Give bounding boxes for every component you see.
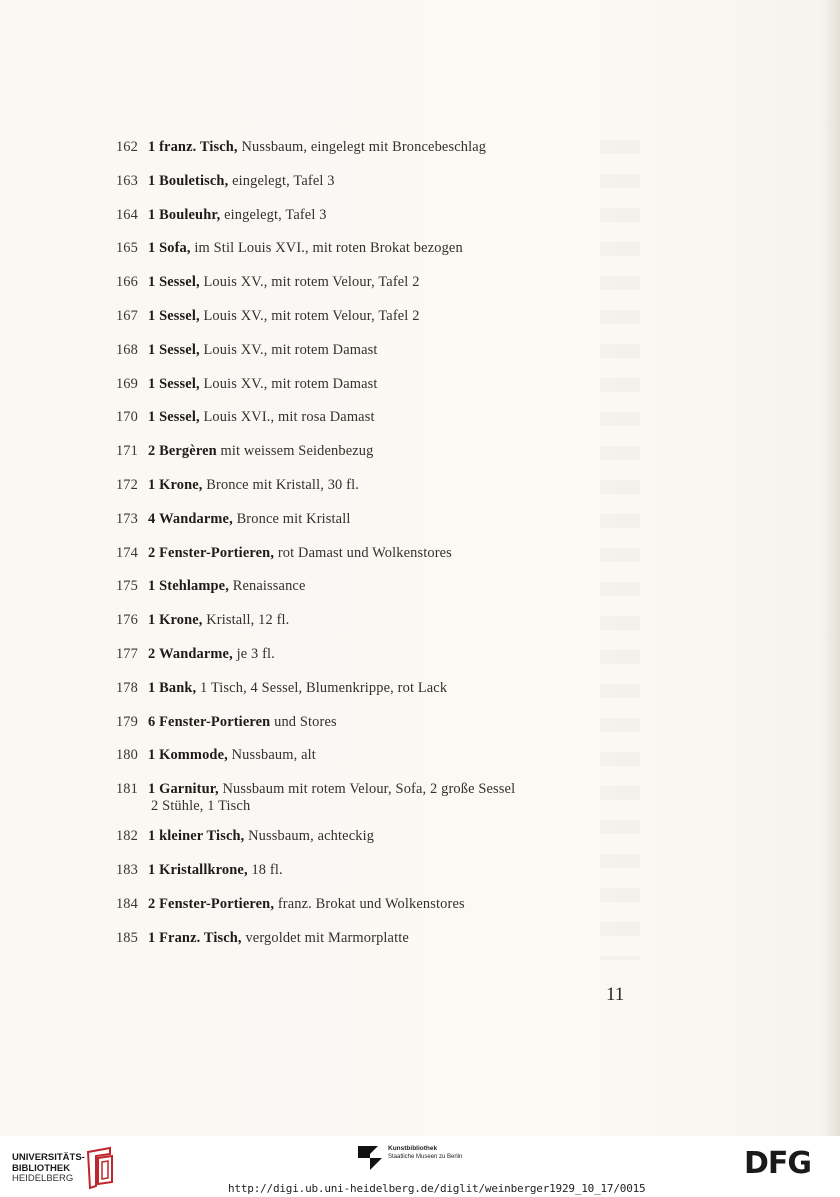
- entry-description: Louis XV., mit rotem Velour, Tafel 2: [203, 307, 420, 324]
- entry-description: je 3 fl.: [236, 645, 275, 662]
- entry-quantity: 1: [148, 375, 156, 392]
- dfg-logo[interactable]: DFG: [744, 1146, 812, 1181]
- page-number: 11: [606, 984, 625, 1005]
- entry-item-name: Fenster-Portieren,: [159, 895, 275, 912]
- entry-number: 166: [115, 274, 138, 291]
- entry-item-name: franz. Tisch,: [159, 139, 238, 155]
- entry-description: Nussbaum, alt: [231, 747, 316, 764]
- entry-text: [148, 857, 640, 883]
- catalog-entry: [0, 742, 840, 776]
- catalog-entry-list: [0, 134, 840, 958]
- entry-text: [148, 202, 640, 228]
- entry-description: Louis XV., mit rotem Velour, Tafel 2: [203, 274, 420, 291]
- entry-quantity: 2: [148, 443, 156, 460]
- entry-item-name: Bouleuhr,: [159, 206, 221, 223]
- entry-description: 1 Tisch, 4 Sessel, Blumenkrippe, rot Lack: [200, 679, 448, 696]
- entry-text: [148, 269, 640, 295]
- entry-number: 165: [115, 240, 138, 257]
- ub-heidelberg-logo-icon[interactable]: [84, 1146, 116, 1190]
- catalog-entry: [0, 540, 840, 574]
- kunstbibliothek-label: [388, 1145, 462, 1161]
- entry-text: [148, 168, 640, 194]
- catalog-entry: [0, 404, 840, 438]
- catalog-entry: [0, 641, 840, 675]
- entry-text: [148, 540, 640, 566]
- entry-number: 168: [115, 341, 138, 358]
- entry-text: [148, 573, 640, 599]
- entry-description: eingelegt, Tafel 3: [224, 206, 327, 223]
- permalink-url[interactable]: http://digi.ub.uni-heidelberg.de/diglit/weinberger1929_10_17/0015: [228, 1182, 646, 1195]
- entry-number: 176: [115, 612, 138, 629]
- entry-number: 179: [115, 713, 138, 730]
- catalog-entry: [0, 371, 840, 405]
- entry-text: [148, 472, 640, 498]
- catalog-entry: [0, 675, 840, 709]
- entry-description: Renaissance: [232, 578, 306, 595]
- entry-text: [148, 371, 640, 397]
- entry-text: [148, 925, 640, 951]
- entry-number: 182: [115, 828, 138, 845]
- catalog-entry: [0, 269, 840, 303]
- entry-number: 169: [115, 375, 138, 392]
- entry-item-name: Kommode,: [159, 747, 228, 764]
- ub-line-2: BIBLIOTHEK: [12, 1162, 71, 1174]
- entry-text: [148, 134, 640, 160]
- kb-line-1: Kunstbibliothek: [388, 1145, 438, 1152]
- entry-quantity: 1: [148, 341, 156, 358]
- kunstbibliothek-logo-icon[interactable]: [358, 1144, 382, 1170]
- catalog-entry: [0, 168, 840, 202]
- catalog-entry: [0, 202, 840, 236]
- entry-item-name: Sofa,: [159, 240, 191, 257]
- entry-quantity: 1: [148, 679, 156, 696]
- entry-text: [148, 742, 640, 768]
- entry-description: Bronce mit Kristall, 30 fl.: [206, 476, 359, 493]
- entry-number: 163: [115, 172, 138, 189]
- entry-description: Kristall, 12 fl.: [206, 612, 290, 629]
- catalog-entry: [0, 776, 840, 823]
- entry-description: Nussbaum mit rotem Velour, Sofa, 2 große Sessel: [222, 781, 516, 798]
- kb-line-2: Staatliche Museen zu Berlin: [388, 1154, 463, 1160]
- entry-description: 18 fl.: [251, 861, 283, 878]
- catalog-entry: [0, 303, 840, 337]
- entry-quantity: 1: [148, 206, 156, 223]
- entry-number: 167: [115, 307, 138, 324]
- catalog-entry: [0, 472, 840, 506]
- entry-item-name: Franz. Tisch,: [159, 929, 242, 946]
- entry-text: [148, 641, 640, 667]
- entry-quantity: 1: [148, 612, 156, 629]
- entry-quantity: 1: [148, 476, 156, 493]
- entry-description: Louis XV., mit rotem Damast: [203, 341, 378, 358]
- entry-item-name: Wandarme,: [159, 645, 233, 662]
- entry-item-name: Bouletisch,: [159, 172, 229, 189]
- entry-item-name: Bergèren: [159, 443, 217, 460]
- catalog-entry: [0, 235, 840, 269]
- entry-text: [148, 891, 640, 917]
- entry-number: 175: [115, 578, 138, 595]
- entry-item-name: Sessel,: [159, 274, 200, 291]
- entry-quantity: 2: [148, 895, 156, 912]
- entry-text: [148, 303, 640, 329]
- entry-number: 174: [115, 544, 138, 561]
- entry-description: im Stil Louis XVI., mit roten Brokat bezogen: [194, 240, 463, 257]
- catalog-entry: [0, 134, 840, 168]
- entry-text: [148, 776, 640, 814]
- entry-item-name: Kristallkrone,: [159, 861, 248, 878]
- entry-quantity: 1: [148, 781, 156, 798]
- entry-number: 170: [115, 409, 138, 426]
- catalog-entry: [0, 573, 840, 607]
- entry-description: Louis XV., mit rotem Damast: [203, 375, 378, 392]
- entry-number: 173: [115, 510, 138, 527]
- entry-quantity: 1: [148, 828, 156, 845]
- entry-number: 178: [115, 679, 138, 696]
- entry-text: [148, 675, 640, 701]
- entry-description-continued: 2 Stühle, 1 Tisch: [151, 798, 251, 815]
- entry-description: mit weissem Seidenbezug: [220, 443, 374, 460]
- entry-item-name: kleiner Tisch,: [159, 828, 245, 845]
- catalog-entry: [0, 337, 840, 371]
- entry-quantity: 1: [148, 578, 156, 595]
- entry-description: und Stores: [274, 713, 337, 730]
- entry-item-name: Garnitur,: [159, 781, 219, 798]
- catalog-entry: [0, 925, 840, 959]
- entry-item-name: Sessel,: [159, 341, 200, 358]
- entry-item-name: Wandarme,: [159, 510, 233, 527]
- entry-text: [148, 607, 640, 633]
- entry-quantity: 6: [148, 713, 156, 730]
- entry-item-name: Fenster-Portieren,: [159, 544, 275, 561]
- entry-quantity: 4: [148, 510, 156, 527]
- entry-number: 181: [115, 781, 138, 798]
- entry-number: 180: [115, 747, 138, 764]
- catalog-entry: [0, 709, 840, 743]
- entry-description: franz. Brokat und Wolkenstores: [277, 895, 465, 912]
- entry-text: [148, 235, 640, 261]
- entry-quantity: 1: [148, 172, 156, 189]
- entry-text: [148, 709, 640, 735]
- entry-quantity: 2: [148, 544, 156, 561]
- entry-description: Nussbaum, eingelegt mit Broncebeschlag: [241, 139, 487, 155]
- entry-text: [148, 404, 640, 430]
- entry-quantity: 1: [148, 307, 156, 324]
- ub-line-1: UNIVERSITÄTS-: [12, 1152, 85, 1163]
- entry-quantity: 1: [148, 747, 156, 764]
- entry-number: 172: [115, 476, 138, 493]
- entry-item-name: Sessel,: [159, 409, 200, 426]
- entry-quantity: 1: [148, 861, 156, 878]
- entry-description: Louis XVI., mit rosa Damast: [203, 409, 375, 426]
- entry-text: [148, 337, 640, 363]
- entry-number: 162: [115, 139, 138, 155]
- catalog-entry: [0, 607, 840, 641]
- entry-text: [148, 438, 640, 464]
- entry-number: 177: [115, 645, 138, 662]
- entry-quantity: 1: [148, 139, 156, 155]
- entry-quantity: 1: [148, 409, 156, 426]
- entry-description: eingelegt, Tafel 3: [232, 172, 335, 189]
- ub-line-3: HEIDELBERG: [12, 1173, 74, 1184]
- catalog-entry: [0, 506, 840, 540]
- catalog-entry: [0, 438, 840, 472]
- entry-number: 164: [115, 206, 138, 223]
- entry-number: 171: [115, 443, 138, 460]
- entry-description: vergoldet mit Marmorplatte: [245, 929, 409, 946]
- entry-quantity: 1: [148, 929, 156, 946]
- entry-quantity: 1: [148, 274, 156, 291]
- entry-description: Bronce mit Kristall: [236, 510, 351, 527]
- entry-description: rot Damast und Wolkenstores: [277, 544, 452, 561]
- catalog-entry: [0, 823, 840, 857]
- entry-item-name: Stehlampe,: [159, 578, 229, 595]
- entry-number: 183: [115, 861, 138, 878]
- entry-text: [148, 823, 640, 849]
- entry-number: 184: [115, 895, 138, 912]
- entry-item-name: Krone,: [159, 476, 203, 493]
- entry-item-name: Fenster-Portieren: [159, 713, 271, 730]
- entry-number: 185: [115, 929, 138, 946]
- catalog-entry: [0, 857, 840, 891]
- entry-quantity: 2: [148, 645, 156, 662]
- entry-item-name: Bank,: [159, 679, 197, 696]
- catalog-entry: [0, 891, 840, 925]
- digitization-footer: [0, 1136, 840, 1197]
- entry-text: [148, 506, 640, 532]
- ub-heidelberg-label[interactable]: [12, 1153, 85, 1185]
- entry-description: Nussbaum, achteckig: [248, 828, 375, 845]
- entry-quantity: 1: [148, 240, 156, 257]
- entry-item-name: Krone,: [159, 612, 203, 629]
- entry-item-name: Sessel,: [159, 307, 200, 324]
- entry-item-name: Sessel,: [159, 375, 200, 392]
